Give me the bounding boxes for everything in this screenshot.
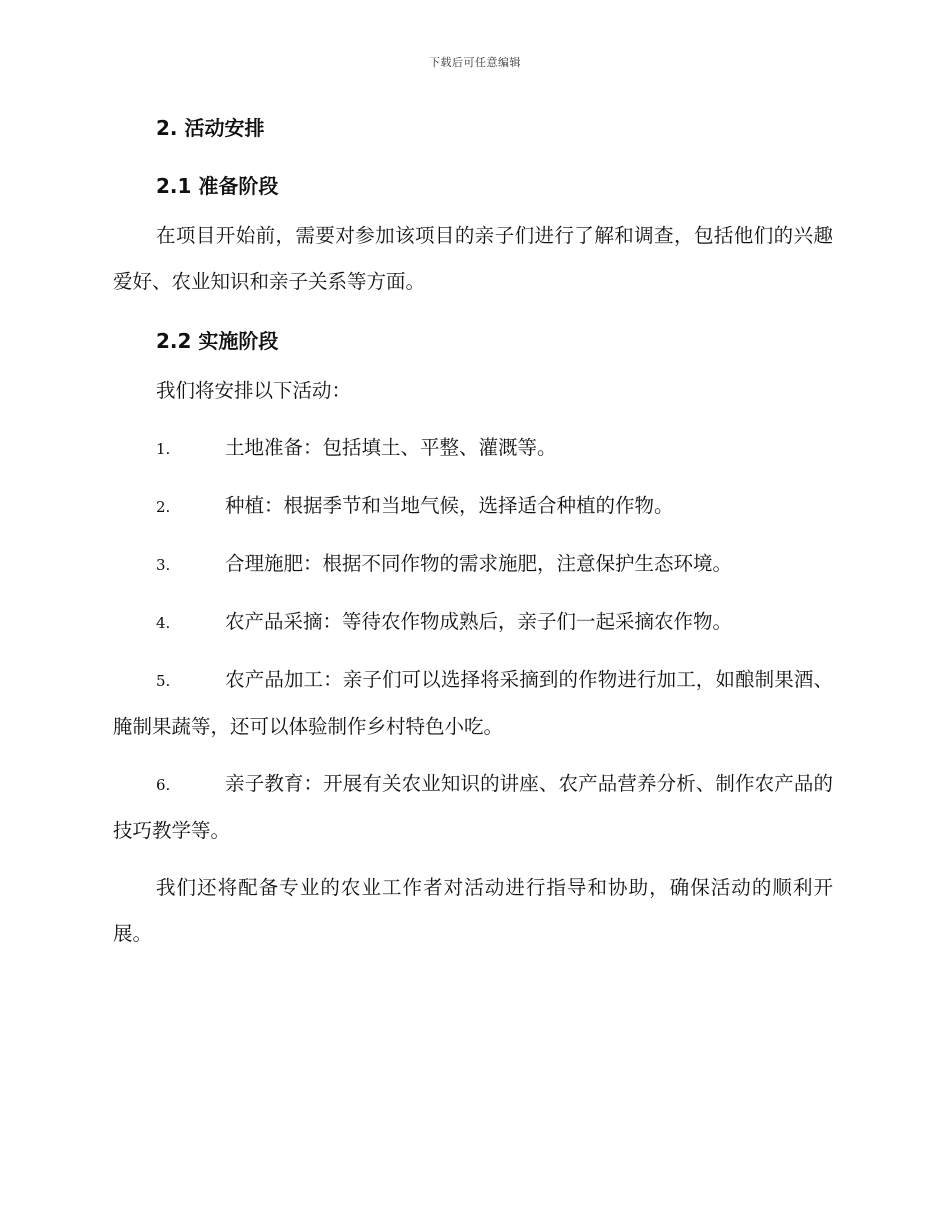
- page-header-note: 下载后可任意编辑: [429, 56, 521, 69]
- list-item-text: 合理施肥：根据不同作物的需求施肥，注意保护生态环境。: [225, 552, 733, 575]
- list-item-text: 亲子教育：开展有关农业知识的讲座、农产品营养分析、制作农产品的技巧教学等。: [113, 772, 833, 842]
- activity-list: [113, 425, 833, 854]
- closing-paragraph: 我们还将配备专业的农业工作者对活动进行指导和协助，确保活动的顺利开展。: [113, 876, 833, 945]
- list-item-number: 4.: [156, 614, 171, 632]
- list-item-text: 种植：根据季节和当地气候，选择适合种植的作物。: [225, 494, 674, 517]
- list-item: [113, 599, 833, 646]
- preparation-paragraph: 在项目开始前，需要对参加该项目的亲子们进行了解和调查，包括他们的兴趣爱好、农业知识和亲子关系等方面。: [113, 224, 833, 293]
- activities-intro: 我们将安排以下活动：: [156, 379, 352, 402]
- subsection-heading-preparation: 2.1 准备阶段: [156, 174, 279, 198]
- list-item-number: 1.: [156, 440, 171, 458]
- list-item-number: 6.: [156, 776, 171, 794]
- list-item: [113, 657, 833, 750]
- list-item-number: 2.: [156, 498, 171, 516]
- list-item: [113, 761, 833, 854]
- list-item-text: 农产品采摘：等待农作物成熟后，亲子们一起采摘农作物。: [225, 610, 733, 633]
- section-heading: 2. 活动安排: [156, 116, 265, 140]
- list-item: [113, 425, 833, 472]
- document-content: [113, 112, 833, 957]
- list-item-number: 3.: [156, 556, 171, 574]
- list-item-text: 土地准备：包括填土、平整、灌溉等。: [225, 436, 557, 459]
- list-item-text: 农产品加工：亲子们可以选择将采摘到的作物进行加工，如酿制果酒、腌制果蔬等，还可以体验制作乡村特色小吃。: [113, 668, 833, 738]
- list-item-number: 5.: [156, 672, 171, 690]
- subsection-heading-implementation: 2.2 实施阶段: [156, 329, 279, 353]
- list-item: [113, 541, 833, 588]
- list-item: [113, 483, 833, 530]
